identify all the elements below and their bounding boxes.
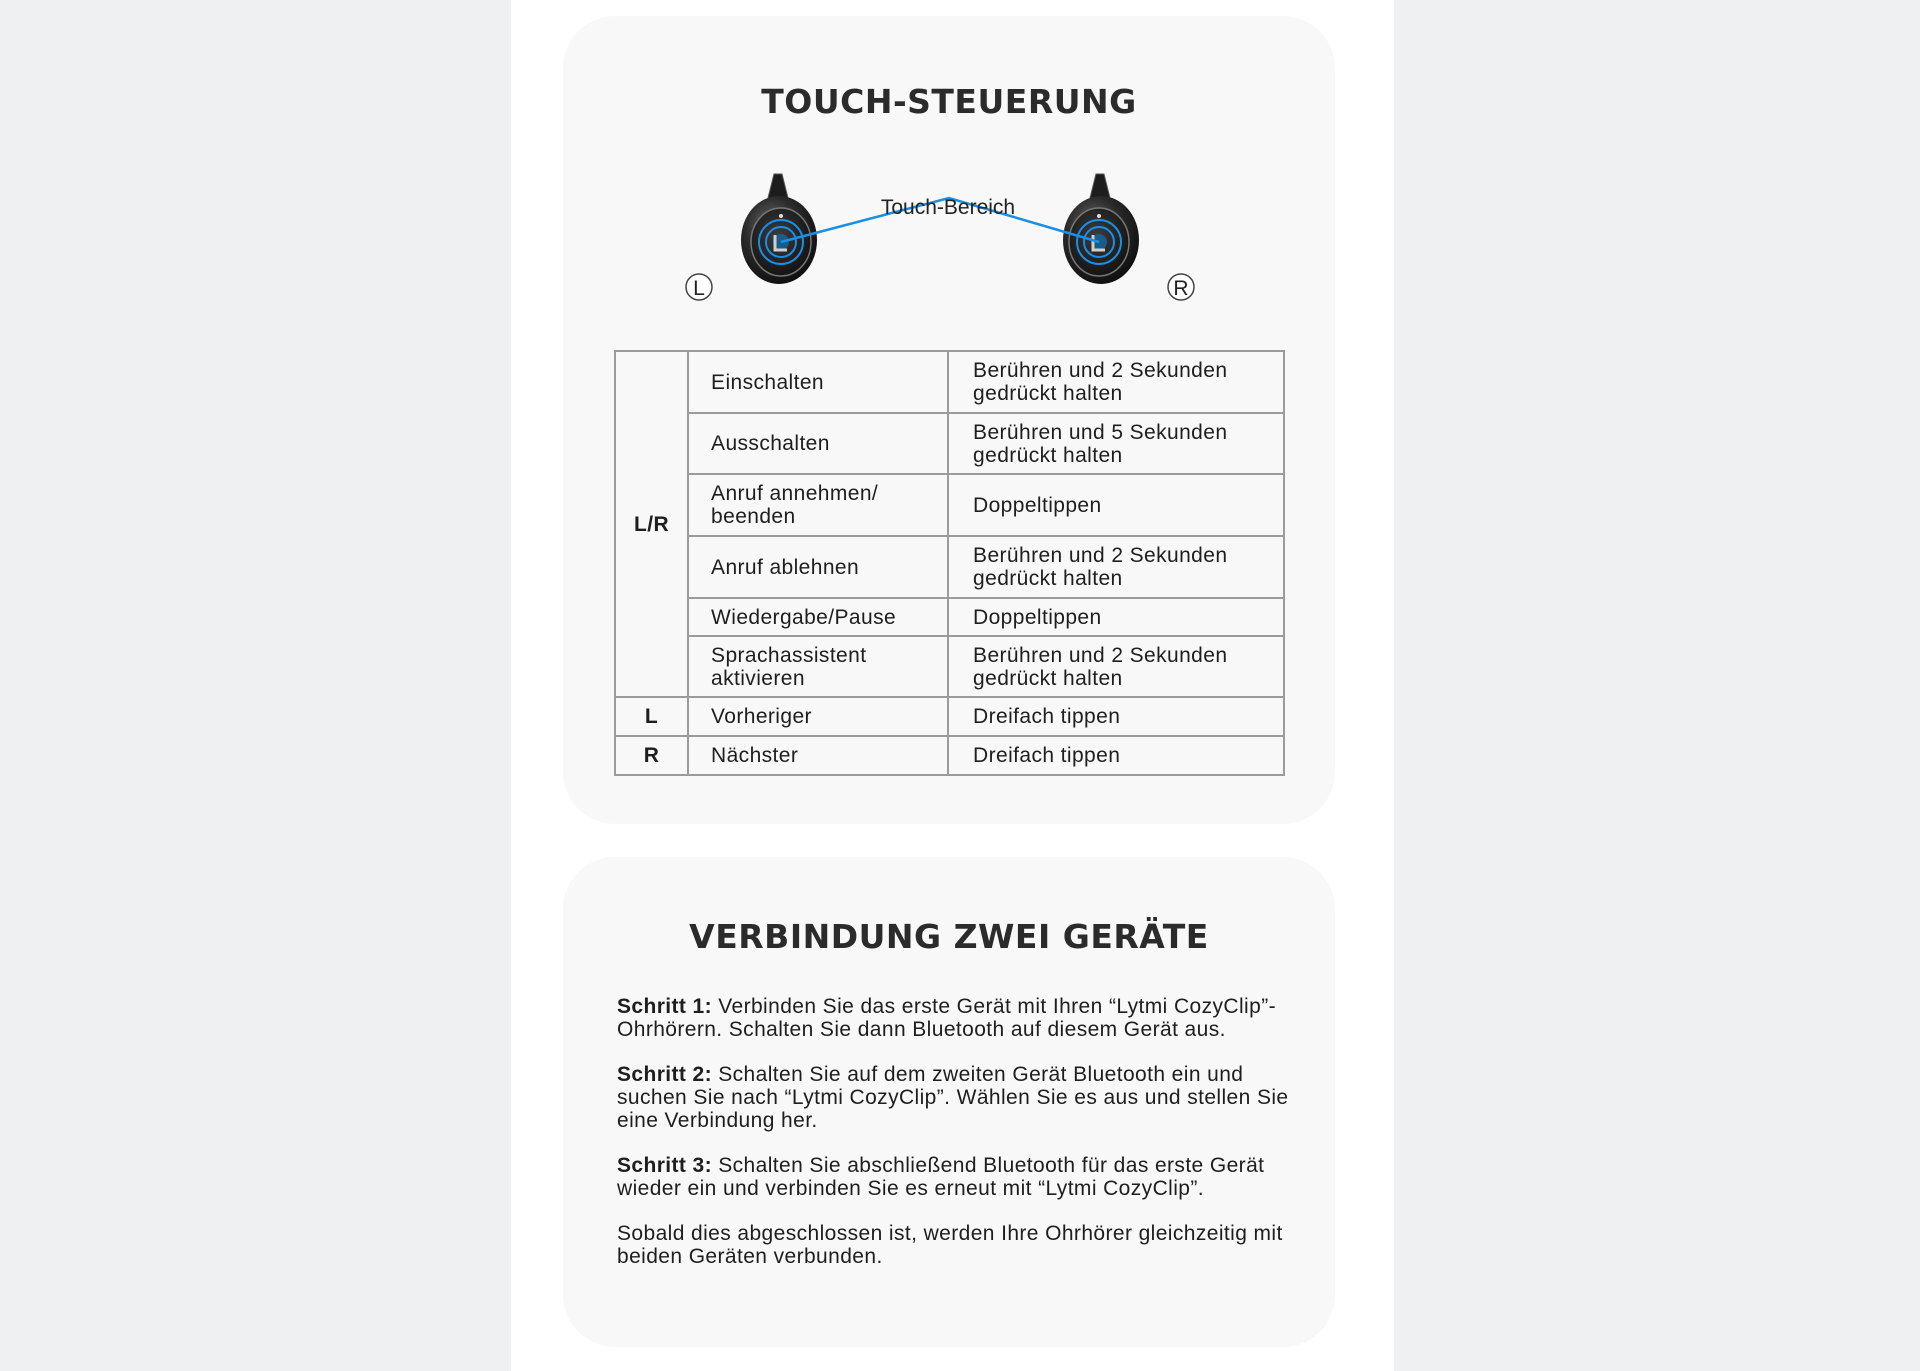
step-label: Schritt 1:: [617, 995, 713, 1018]
table-row: [615, 413, 1284, 474]
left-marker-icon: [686, 274, 712, 300]
step-item: [617, 1063, 1307, 1132]
action-cell: Anruf ablehnen: [688, 536, 948, 598]
side-cell-r: R: [615, 736, 688, 775]
action-cell: Vorheriger: [688, 697, 948, 736]
gesture-cell: Doppeltippen: [948, 474, 1284, 536]
table-row: [615, 474, 1284, 536]
dual-connection-card: [563, 857, 1335, 1347]
gesture-cell: Berühren und 2 Sekunden gedrückt halten: [948, 636, 1284, 697]
gesture-cell: Dreifach tippen: [948, 736, 1284, 775]
action-cell: Nächster: [688, 736, 948, 775]
table-row: [615, 736, 1284, 775]
right-marker-icon: [1168, 274, 1194, 300]
touch-controls-table: [614, 350, 1285, 776]
step-label: Schritt 2:: [617, 1063, 713, 1086]
touch-control-title: TOUCH-STEUERUNG: [761, 82, 1137, 121]
action-cell: Sprachassistent aktivieren: [688, 636, 948, 697]
gesture-cell: Dreifach tippen: [948, 697, 1284, 736]
action-cell: Wiedergabe/Pause: [688, 598, 948, 636]
action-cell: Anruf annehmen/ beenden: [688, 474, 948, 536]
table-row: [615, 536, 1284, 598]
earbuds-illustration: [563, 136, 1335, 336]
gesture-cell: Berühren und 2 Sekunden gedrückt halten: [948, 351, 1284, 413]
step-text: Schalten Sie abschließend Bluetooth für das erste Gerät wieder ein und verbinden Sie es erneut mit “Lytmi CozyClip”.: [617, 1154, 1265, 1200]
left-marker-text: L: [693, 277, 705, 300]
side-cell-l: L: [615, 697, 688, 736]
step-label: Schritt 3:: [617, 1154, 713, 1177]
table-row: [615, 697, 1284, 736]
step-item: [617, 1154, 1307, 1200]
step-text: Verbinden Sie das erste Gerät mit Ihren “Lytmi CozyClip”-Ohrhörern. Schalten Sie dann Bluetooth auf diesem Gerät aus.: [617, 995, 1276, 1041]
touch-area-label: Touch-Bereich: [880, 196, 1016, 219]
earbuds-diagram: [563, 136, 1335, 336]
touch-control-card: [563, 16, 1335, 824]
left-earbud-icon: [741, 174, 817, 284]
dual-connection-title: VERBINDUNG ZWEI GERÄTE: [689, 917, 1209, 956]
right-earbud-icon: [1063, 174, 1139, 284]
action-cell: Einschalten: [688, 351, 948, 413]
gesture-cell: Berühren und 2 Sekunden gedrückt halten: [948, 536, 1284, 598]
table-row: [615, 598, 1284, 636]
table-row: [615, 636, 1284, 697]
table-row: [615, 351, 1284, 413]
closing-note: Sobald dies abgeschlossen ist, werden Ihre Ohrhörer gleichzeitig mit beiden Geräten verbunden.: [617, 1222, 1283, 1268]
gesture-cell: Doppeltippen: [948, 598, 1284, 636]
action-cell: Ausschalten: [688, 413, 948, 474]
steps-list: [617, 995, 1307, 1290]
side-cell-lr: L/R: [615, 351, 688, 697]
step-item: [617, 995, 1307, 1041]
page-sheet: [511, 0, 1394, 1371]
gesture-cell: Berühren und 5 Sekunden gedrückt halten: [948, 413, 1284, 474]
step-text: Schalten Sie auf dem zweiten Gerät Bluetooth ein und suchen Sie nach “Lytmi CozyClip”. Wählen Sie es aus und stellen Sie eine Verbindung her.: [617, 1063, 1289, 1132]
right-marker-text: R: [1173, 277, 1189, 300]
